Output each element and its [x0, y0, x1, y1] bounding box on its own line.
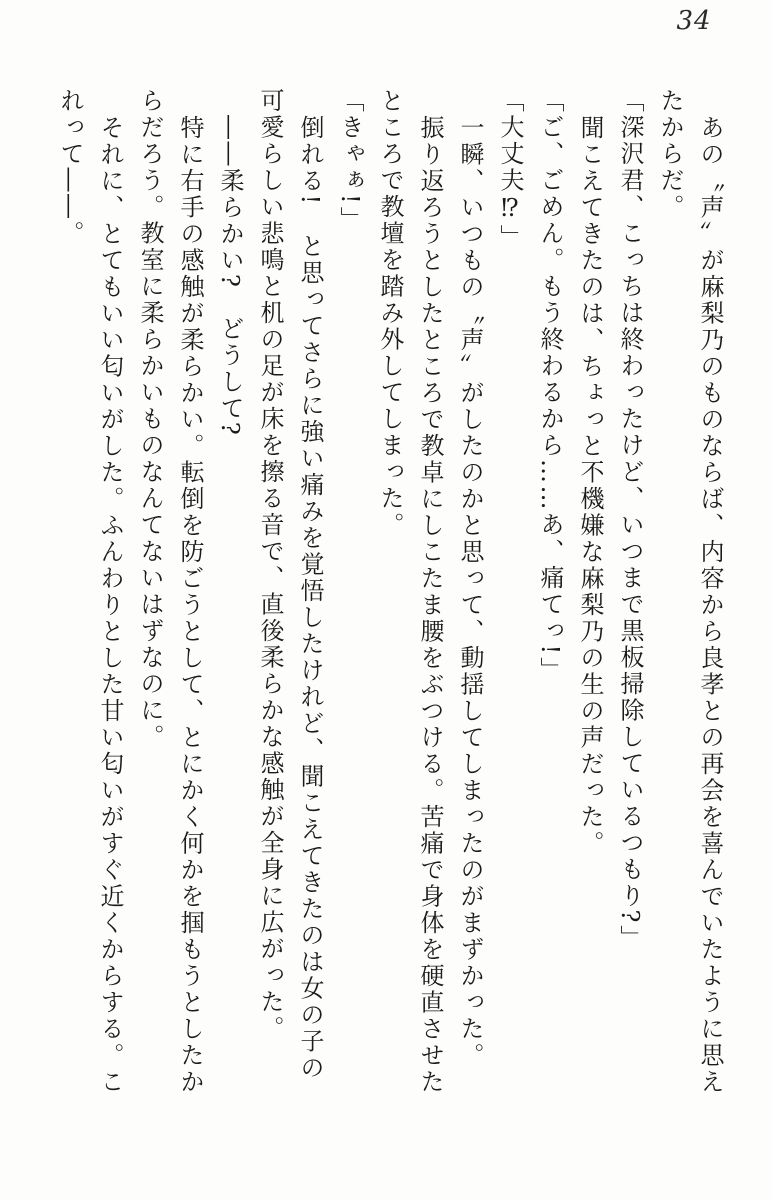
- text-column: 倒れる! と思ってさらに強い痛みを覚悟したけれど、聞こえてきたのは女の子の: [296, 114, 324, 1081]
- text-column: 特に右手の感触が柔らかい。転倒を防ごうとして、とにかく何かを掴もうとしたか: [176, 114, 204, 1095]
- text-column: 可愛らしい悲鳴と机の足が床を擦る音で、直後柔らかな感触が全身に広がった。: [256, 88, 284, 1042]
- text-column: れって――。: [56, 88, 84, 247]
- text-column: 聞こえてきたのは、ちょっと不機嫌な麻梨乃の生の声だった。: [576, 114, 604, 857]
- text-column: それに、とてもいい匂いがした。ふんわりとした甘い匂いがすぐ近くからする。こ: [96, 114, 124, 1095]
- text-column: ――柔らかい? どうして?: [216, 114, 244, 437]
- text-column: 「大丈夫⁉」: [496, 88, 524, 251]
- text-column: たからだ。: [656, 88, 684, 221]
- text-column: 振り返ろうとしたところで教卓にしこたま腰をぶつける。苦痛で身体を硬直させた: [416, 114, 444, 1095]
- page-number: 34: [676, 6, 712, 36]
- text-column: あの〝声〟が麻梨乃のものならば、内容から良孝との再会を喜んでいたように思え: [696, 114, 724, 1095]
- text-column: 一瞬、いつもの〝声〟がしたのかと思って、動揺してしまったのがまずかった。: [456, 114, 484, 1069]
- text-column: らだろう。教室に柔らかいものなんてないはずなのに。: [136, 88, 164, 751]
- text-column: 「きゃぁ!」: [336, 88, 364, 233]
- vertical-text-block: [50, 88, 730, 1118]
- text-column: 「深沢君、こっちは終わったけど、いつまで黒板掃除しているつもり?」: [616, 88, 644, 952]
- text-column: 「ご、ごめん。もう終わるから……あ、痛てっ!」: [536, 88, 564, 684]
- text-column: ところで教壇を踏み外してしまった。: [376, 88, 404, 539]
